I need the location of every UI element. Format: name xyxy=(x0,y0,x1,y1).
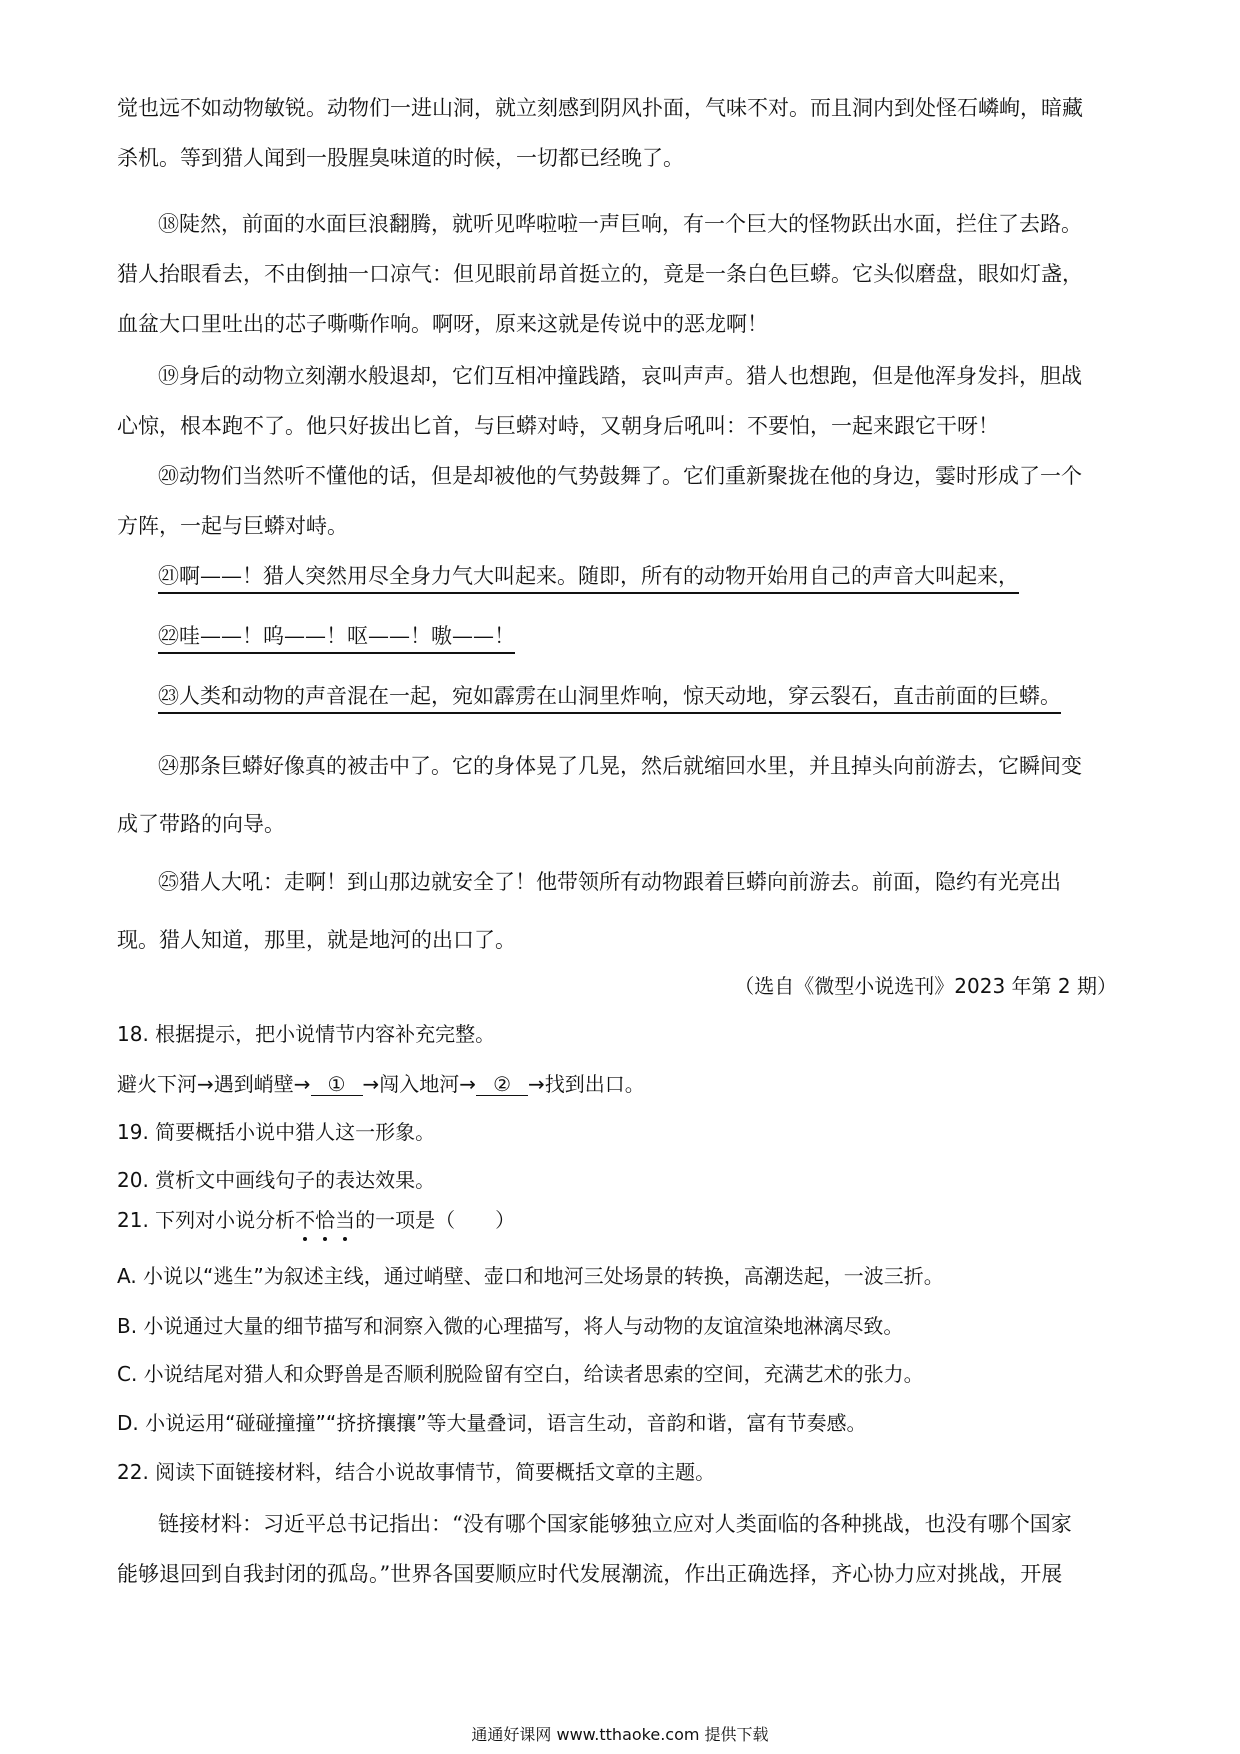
story-paragraph-17-cont: 觉也远不如动物敏锐。动物们一进山洞，就立刻感到阴风扑面，气味不对。而且洞内到处怪石嶙峋，暗藏 xyxy=(117,96,1083,120)
story-paragraph-18: ⑱陡然，前面的水面巨浪翻腾，就听见哗啦啦一声巨响，有一个巨大的怪物跃出水面，拦住了去路。 xyxy=(158,212,1082,236)
page-footer: 通通好课网 www.tthaoke.com 提供下载 xyxy=(471,1725,769,1744)
answer-blank-1: ① xyxy=(311,1073,363,1096)
story-paragraph-20: 方阵，一起与巨蟒对峙。 xyxy=(117,514,348,538)
story-paragraph-24: 成了带路的向导。 xyxy=(117,812,285,836)
underlined-sentence: ㉒哇——！呜——！呕——！嗷——！ xyxy=(158,624,515,654)
question-18-plot: 避火下河→遇到峭壁→ ① →闯入地河→ ② →找到出口。 xyxy=(117,1072,645,1096)
story-paragraph-18: 血盆大口里吐出的芯子嘶嘶作响。啊呀，原来这就是传说中的恶龙啊！ xyxy=(117,312,768,336)
emphasis-dot-char: 不 xyxy=(295,1204,315,1233)
link-material: 链接材料：习近平总书记指出：“没有哪个国家能够独立应对人类面临的各种挑战，也没有哪个国家 xyxy=(158,1512,1072,1536)
question-19: 19. 简要概括小说中猎人这一形象。 xyxy=(117,1120,436,1144)
story-paragraph-25: 现。猎人知道，那里，就是地河的出口了。 xyxy=(117,928,516,952)
story-paragraph-24: ㉔那条巨蟒好像真的被击中了。它的身体晃了几晃，然后就缩回水里，并且掉头向前游去，它瞬间变 xyxy=(158,754,1082,778)
story-paragraph-19: 心惊，根本跑不了。他只好拔出匕首，与巨蟒对峙，又朝身后吼叫：不要怕，一起来跟它干呀！ xyxy=(117,414,999,438)
option-b: B. 小说通过大量的细节描写和洞察入微的心理描写，将人与动物的友谊渲染地淋漓尽致。 xyxy=(117,1314,904,1338)
story-paragraph-22-underlined xyxy=(158,620,515,650)
emphasis-dot-char: 恰 xyxy=(315,1204,335,1233)
link-material: 能够退回到自我封闭的孤岛。”世界各国要顺应时代发展潮流，作出正确选择，齐心协力应对挑战，开展 xyxy=(117,1562,1063,1586)
story-source: （选自《微型小说选刊》2023 年第 2 期） xyxy=(734,974,1117,998)
story-paragraph-21-underlined xyxy=(158,560,1019,590)
question-20: 20. 赏析文中画线句子的表达效果。 xyxy=(117,1168,436,1192)
question-21: 21. 下列对小说分析不恰当的一项是（ ） xyxy=(117,1204,515,1233)
answer-blank-2: ② xyxy=(476,1073,528,1096)
story-paragraph-17-cont: 杀机。等到猎人闻到一股腥臭味道的时候，一切都已经晚了。 xyxy=(117,146,684,170)
underlined-sentence: ㉑啊——！猎人突然用尽全身力气大叫起来。随即，所有的动物开始用自己的声音大叫起来， xyxy=(158,564,1019,594)
option-d: D. 小说运用“碰碰撞撞”“挤挤攘攘”等大量叠词，语言生动，音韵和谐，富有节奏感。 xyxy=(117,1411,867,1435)
emphasis-dot-char: 当 xyxy=(335,1204,355,1233)
story-paragraph-25: ㉕猎人大吼：走啊！到山那边就安全了！他带领所有动物跟着巨蟒向前游去。前面，隐约有光亮出 xyxy=(158,870,1061,894)
question-22: 22. 阅读下面链接材料，结合小说故事情节，简要概括文章的主题。 xyxy=(117,1460,716,1484)
story-paragraph-19: ⑲身后的动物立刻潮水般退却，它们互相冲撞践踏，哀叫声声。猎人也想跑，但是他浑身发抖，胆战 xyxy=(158,364,1082,388)
question-18: 18. 根据提示，把小说情节内容补充完整。 xyxy=(117,1022,496,1046)
story-paragraph-23-underlined xyxy=(158,680,1061,710)
option-c: C. 小说结尾对猎人和众野兽是否顺利脱险留有空白，给读者思索的空间，充满艺术的张力。 xyxy=(117,1362,924,1386)
story-paragraph-18: 猎人抬眼看去，不由倒抽一口凉气：但见眼前昂首挺立的，竟是一条白色巨蟒。它头似磨盘，眼如灯盏， xyxy=(117,262,1083,286)
option-a: A. 小说以“逃生”为叙述主线，通过峭壁、壶口和地河三处场景的转换，高潮迭起，一波三折。 xyxy=(117,1264,944,1288)
underlined-sentence: ㉓人类和动物的声音混在一起，宛如霹雳在山洞里炸响，惊天动地，穿云裂石，直击前面的巨蟒。 xyxy=(158,684,1061,714)
story-paragraph-20: ⑳动物们当然听不懂他的话，但是却被他的气势鼓舞了。它们重新聚拢在他的身边，霎时形成了一个 xyxy=(158,464,1082,488)
